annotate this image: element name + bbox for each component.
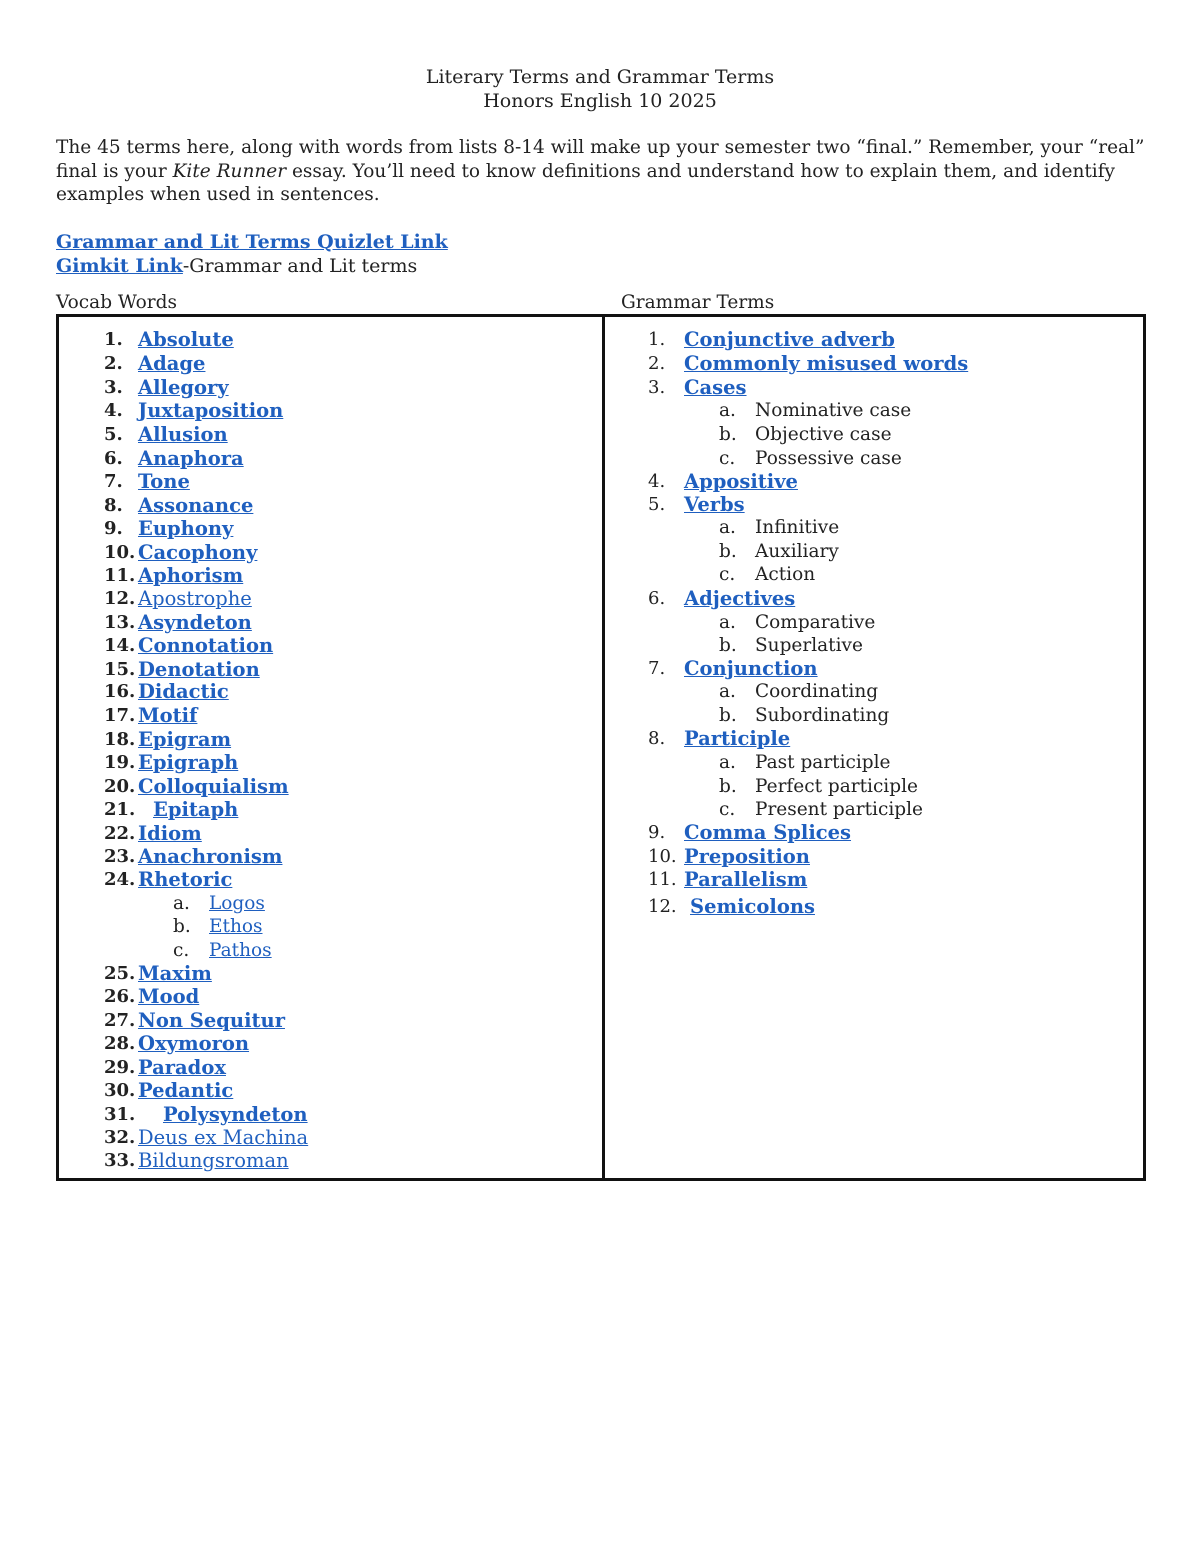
vocab-allegory-link[interactable]: Allegory (138, 376, 229, 399)
vocab-cacophony-number: 10. (104, 542, 136, 563)
rhetoric-ethos-letter: b. (173, 916, 191, 937)
vocab-colloquialism-link[interactable]: Colloquialism (138, 775, 289, 798)
grammar-participle-number: 8. (648, 728, 666, 749)
vocab-didactic-link[interactable]: Didactic (138, 680, 229, 703)
grammar-adjectives-link[interactable]: Adjectives (684, 587, 796, 610)
intro-paragraph (56, 136, 1146, 207)
intro-text-2: essay. You’ll need to know definitions and understand how to explain them, and identify examples when used in sentences. (56, 160, 1116, 205)
vocab-oxymoron-number: 28. (104, 1033, 136, 1054)
grammar-participle-link[interactable]: Participle (684, 727, 791, 750)
vocab-bildungsroman-link[interactable]: Bildungsroman (138, 1149, 289, 1172)
vocab-maxim-number: 25. (104, 963, 136, 984)
grammar-conjunctive-adverb-link[interactable]: Conjunctive adverb (684, 328, 895, 351)
vocab-anaphora-number: 6. (104, 448, 123, 469)
conjunction-subordinating-letter: b. (719, 705, 737, 726)
participle-present-participle-letter: c. (719, 799, 736, 820)
vocab-aphorism-link[interactable]: Aphorism (138, 564, 244, 587)
vocab-euphony-number: 9. (104, 518, 123, 539)
grammar-parallelism-number: 11. (648, 869, 677, 890)
gimkit-line (56, 254, 417, 278)
grammar-comma-splices-link[interactable]: Comma Splices (684, 821, 852, 844)
vocab-epigram-link[interactable]: Epigram (138, 728, 232, 751)
vocab-mood-link[interactable]: Mood (138, 985, 200, 1008)
vocab-allusion-link[interactable]: Allusion (138, 423, 228, 446)
participle-perfect-participle-text: Perfect participle (755, 776, 918, 797)
vocab-non-sequitur-link[interactable]: Non Sequitur (138, 1009, 285, 1032)
vocab-assonance-number: 8. (104, 495, 123, 516)
participle-past-participle-letter: a. (719, 752, 736, 773)
vocab-polysyndeton-number: 31. (104, 1104, 136, 1125)
vocab-adage-link[interactable]: Adage (138, 352, 206, 375)
participle-perfect-participle-letter: b. (719, 776, 737, 797)
intro-italic-title: Kite Runner (172, 160, 287, 182)
vocab-asyndeton-number: 13. (104, 612, 136, 633)
vocab-maxim-link[interactable]: Maxim (138, 962, 212, 985)
grammar-preposition-link[interactable]: Preposition (684, 845, 810, 868)
conjunction-subordinating-text: Subordinating (755, 705, 890, 726)
verbs-infinitive-text: Infinitive (755, 517, 840, 538)
vocab-absolute-link[interactable]: Absolute (138, 328, 234, 351)
cases-possessive-case-letter: c. (719, 448, 736, 469)
vocab-cacophony-link[interactable]: Cacophony (138, 541, 258, 564)
verbs-action-text: Action (755, 564, 816, 585)
verbs-auxiliary-text: Auxiliary (755, 541, 839, 562)
vocab-deus-ex-machina-link[interactable]: Deus ex Machina (138, 1126, 309, 1149)
vocab-adage-number: 2. (104, 353, 123, 374)
vocab-aphorism-number: 11. (104, 565, 136, 586)
vocab-tone-number: 7. (104, 471, 123, 492)
vocab-juxtaposition-number: 4. (104, 400, 123, 421)
conjunction-coordinating-letter: a. (719, 681, 736, 702)
vocab-asyndeton-link[interactable]: Asyndeton (138, 611, 252, 634)
vocab-assonance-link[interactable]: Assonance (138, 494, 254, 517)
vocab-motif-number: 17. (104, 705, 136, 726)
conjunction-coordinating-text: Coordinating (755, 681, 879, 702)
vocab-epigraph-number: 19. (104, 752, 136, 773)
column-divider (602, 317, 605, 1178)
vocab-epitaph-number: 21. (104, 799, 136, 820)
adjectives-superlative-text: Superlative (755, 635, 863, 656)
document-title: Literary Terms and Grammar Terms (425, 66, 775, 88)
vocab-allusion-number: 5. (104, 424, 123, 445)
vocab-polysyndeton-link[interactable]: Polysyndeton (163, 1103, 308, 1126)
vocab-paradox-link[interactable]: Paradox (138, 1056, 226, 1079)
vocab-colloquialism-number: 20. (104, 776, 136, 797)
intro-text-1: The 45 terms here, along with words from lists 8-14 will make up your semester two “final.” Remember, your “real” final is your (56, 137, 1145, 182)
gimkit-suffix: -Grammar and Lit terms (182, 255, 418, 277)
grammar-conjunctive-adverb-number: 1. (648, 329, 666, 350)
vocab-pedantic-link[interactable]: Pedantic (138, 1079, 234, 1102)
grammar-parallelism-link[interactable]: Parallelism (684, 868, 808, 891)
adjectives-superlative-letter: b. (719, 635, 737, 656)
rhetoric-logos-text[interactable]: Logos (209, 893, 265, 914)
vocab-apostrophe-link[interactable]: Apostrophe (138, 587, 252, 610)
verbs-auxiliary-letter: b. (719, 541, 737, 562)
vocab-tone-link[interactable]: Tone (138, 470, 190, 493)
vocab-deus-ex-machina-number: 32. (104, 1127, 136, 1148)
vocab-epigram-number: 18. (104, 729, 136, 750)
vocab-idiom-number: 22. (104, 823, 136, 844)
cases-objective-case-text: Objective case (755, 424, 892, 445)
vocab-non-sequitur-number: 27. (104, 1010, 136, 1031)
rhetoric-ethos-text[interactable]: Ethos (209, 916, 263, 937)
vocab-rhetoric-number: 24. (104, 869, 136, 890)
quizlet-link[interactable]: Grammar and Lit Terms Quizlet Link (56, 231, 448, 253)
grammar-adjectives-number: 6. (648, 588, 666, 609)
vocab-motif-link[interactable]: Motif (138, 704, 198, 727)
participle-present-participle-text: Present participle (755, 799, 923, 820)
grammar-heading: Grammar Terms (621, 292, 775, 313)
vocab-anachronism-link[interactable]: Anachronism (138, 845, 283, 868)
document-subtitle: Honors English 10 2025 (483, 90, 717, 112)
vocab-anaphora-link[interactable]: Anaphora (138, 447, 244, 470)
grammar-cases-link[interactable]: Cases (684, 376, 747, 399)
vocab-denotation-link[interactable]: Denotation (138, 658, 260, 681)
grammar-semicolons-link[interactable]: Semicolons (690, 895, 815, 918)
grammar-semicolons-number: 12. (648, 896, 677, 917)
vocab-absolute-number: 1. (104, 329, 123, 350)
quizlet-line (56, 230, 448, 254)
vocab-anachronism-number: 23. (104, 846, 136, 867)
verbs-infinitive-letter: a. (719, 517, 736, 538)
vocab-connotation-link[interactable]: Connotation (138, 634, 274, 657)
vocab-heading: Vocab Words (56, 292, 177, 313)
grammar-verbs-link[interactable]: Verbs (684, 493, 745, 516)
grammar-appositive-number: 4. (648, 471, 666, 492)
grammar-commonly-misused-words-link[interactable]: Commonly misused words (684, 352, 969, 375)
cases-objective-case-letter: b. (719, 424, 737, 445)
vocab-denotation-number: 15. (104, 659, 136, 680)
vocab-mood-number: 26. (104, 986, 136, 1007)
vocab-allegory-number: 3. (104, 377, 123, 398)
vocab-juxtaposition-link[interactable]: Juxtaposition (138, 399, 284, 422)
vocab-pedantic-number: 30. (104, 1080, 136, 1101)
grammar-cases-number: 3. (648, 377, 666, 398)
participle-past-participle-text: Past participle (755, 752, 891, 773)
rhetoric-logos-letter: a. (173, 893, 190, 914)
verbs-action-letter: c. (719, 564, 736, 585)
grammar-preposition-number: 10. (648, 846, 677, 867)
vocab-connotation-number: 14. (104, 635, 136, 656)
rhetoric-pathos-letter: c. (173, 940, 190, 961)
grammar-commonly-misused-words-number: 2. (648, 353, 666, 374)
vocab-rhetoric-link[interactable]: Rhetoric (138, 868, 233, 891)
grammar-conjunction-link[interactable]: Conjunction (684, 657, 818, 680)
adjectives-comparative-text: Comparative (755, 612, 876, 633)
vocab-idiom-link[interactable]: Idiom (138, 822, 202, 845)
vocab-epigraph-link[interactable]: Epigraph (138, 751, 239, 774)
vocab-paradox-number: 29. (104, 1057, 136, 1078)
vocab-epitaph-link[interactable]: Epitaph (153, 798, 239, 821)
grammar-comma-splices-number: 9. (648, 822, 666, 843)
grammar-conjunction-number: 7. (648, 658, 666, 679)
rhetoric-pathos-text[interactable]: Pathos (209, 940, 272, 961)
adjectives-comparative-letter: a. (719, 612, 736, 633)
vocab-bildungsroman-number: 33. (104, 1150, 136, 1171)
terms-table (56, 314, 1146, 1181)
vocab-apostrophe-number: 12. (104, 588, 136, 609)
grammar-verbs-number: 5. (648, 494, 666, 515)
vocab-didactic-number: 16. (104, 681, 136, 702)
grammar-appositive-link[interactable]: Appositive (684, 470, 798, 493)
vocab-oxymoron-link[interactable]: Oxymoron (138, 1032, 250, 1055)
cases-nominative-case-text: Nominative case (755, 400, 912, 421)
cases-possessive-case-text: Possessive case (755, 448, 902, 469)
gimkit-link[interactable]: Gimkit Link (56, 255, 183, 277)
vocab-euphony-link[interactable]: Euphony (138, 517, 234, 540)
cases-nominative-case-letter: a. (719, 400, 736, 421)
